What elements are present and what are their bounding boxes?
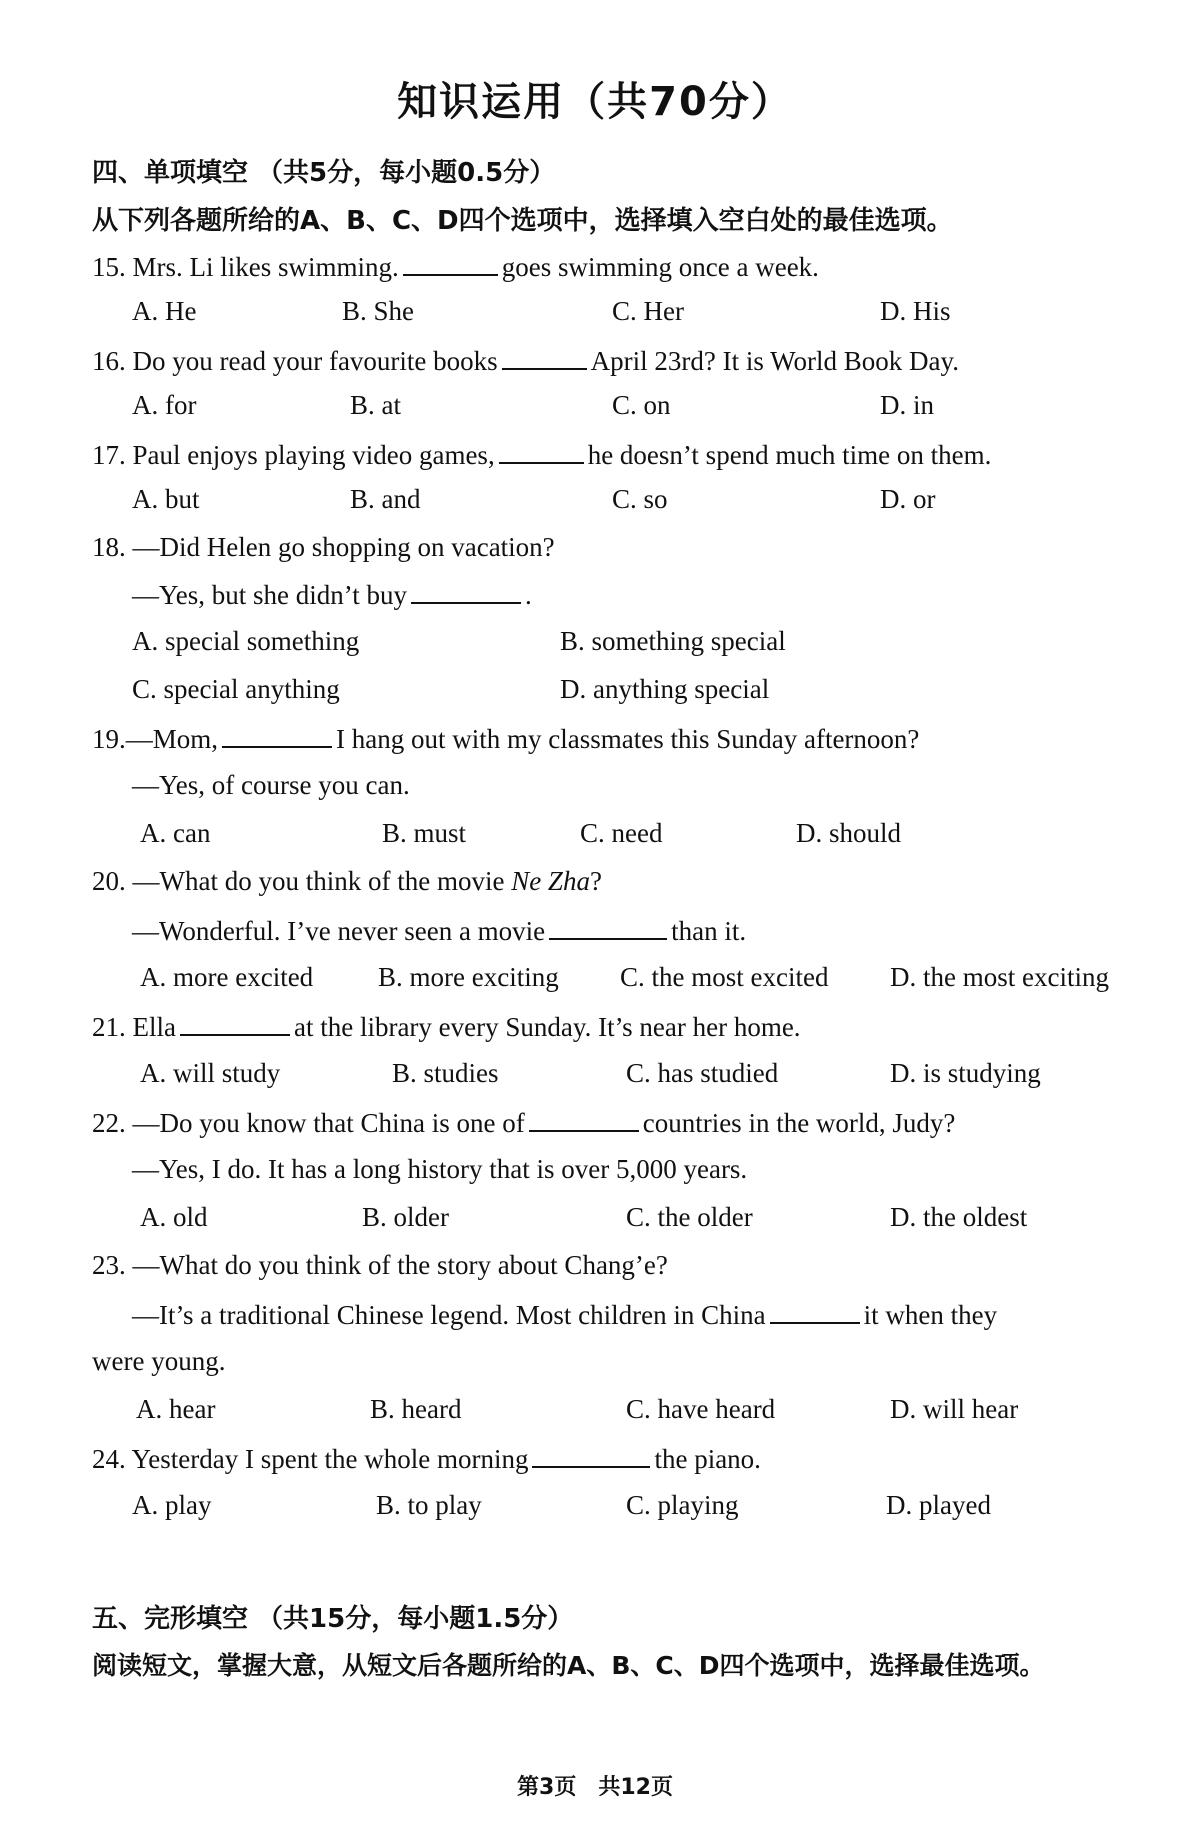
question-19-stem-end: I hang out with my classmates this Sunday afternoon? [336,724,920,754]
option-d: D. played [886,1490,991,1520]
question-20-stem2-end: than it. [671,916,747,946]
option-c: C. need [580,818,663,848]
option-c: C. the older [626,1202,753,1232]
question-15-stem: 15. Mrs. Li likes swimming. [92,252,399,282]
question-18-line1: 18. —Did Helen go shopping on vacation? [92,532,555,562]
question-22-stem: 22. —Do you know that China is one of [92,1108,525,1138]
question-19 [92,722,919,755]
option-a: A. more excited [140,962,314,992]
option-b: B. to play [376,1490,482,1520]
question-21-stem: 21. Ella [92,1012,176,1042]
question-16 [92,344,959,377]
option-a: A. will study [140,1058,281,1088]
option-d: D. anything special [560,674,770,704]
question-17-stem-end: he doesn’t spend much time on them. [587,440,992,470]
question-18-stem-end: . [525,580,532,610]
answer-blank [529,1106,639,1132]
option-a: A. can [140,818,211,848]
option-d: D. the oldest [890,1202,1028,1232]
option-a: A. play [132,1490,212,1520]
option-a: A. but [132,484,200,514]
option-d: D. in [880,390,934,420]
option-b: B. She [342,296,415,326]
question-23 [132,1298,997,1331]
option-a: A. He [132,296,197,326]
section5-instruction: 阅读短文，掌握大意，从短文后各题所给的A、B、C、D四个选项中，选择最佳选项。 [92,1651,1045,1680]
option-c: C. have heard [626,1394,776,1424]
question-17 [92,438,991,471]
question-20-stem: 20. —What do you think of the movie [92,866,505,896]
option-a: A. hear [136,1394,216,1424]
question-20-stem2: —Wonderful. I’ve never seen a movie [132,916,546,946]
option-b: B. and [350,484,421,514]
option-b: B. more exciting [378,962,559,992]
section4-instruction: 从下列各题所给的A、B、C、D四个选项中，选择填入空白处的最佳选项。 [92,206,953,236]
answer-blank [502,344,587,370]
answer-blank [499,438,584,464]
question-23-line3: were young. [92,1346,226,1376]
question-15 [92,250,819,283]
question-16-stem: 16. Do you read your favourite books [92,346,498,376]
page-footer: 第3页 共12页 [517,1775,673,1800]
question-16-stem-end: April 23rd? It is World Book Day. [590,346,959,376]
option-d: D. is studying [890,1058,1041,1088]
question-20-line2 [132,914,746,947]
option-d: D. or [880,484,936,514]
section4-heading: 四、单项填空 （共5分，每小题0.5分） [92,158,556,188]
option-c: C. the most excited [620,962,829,992]
option-c: C. special anything [132,674,340,704]
option-d: D. His [880,296,951,326]
option-d: D. will hear [890,1394,1019,1424]
option-d: D. the most exciting [890,962,1109,992]
answer-blank [403,250,498,276]
movie-title: Ne Zha [511,866,590,896]
answer-blank [411,578,521,604]
question-20 [92,866,602,897]
option-b: B. something special [560,626,786,656]
option-d: D. should [796,818,902,848]
option-b: B. studies [392,1058,499,1088]
answer-blank [532,1442,650,1468]
question-21 [92,1010,801,1043]
question-23-stem-end: it when they [863,1300,998,1330]
question-19-stem: 19.—Mom, [92,724,219,754]
question-20-mark: ? [589,866,602,896]
option-c: C. playing [626,1490,739,1520]
answer-blank [549,914,667,940]
question-21-stem-end: at the library every Sunday. It’s near her home. [293,1012,801,1042]
option-b: B. must [382,818,467,848]
option-c: C. on [612,390,671,420]
question-22-stem-end: countries in the world, Judy? [642,1108,956,1138]
question-22 [92,1106,955,1139]
option-a: A. special something [132,626,360,656]
answer-blank [770,1298,860,1324]
option-c: C. Her [612,296,684,326]
option-a: A. for [132,390,197,420]
question-18-stem: —Yes, but she didn’t buy [132,580,408,610]
question-24-stem-end: the piano. [654,1444,761,1474]
option-b: B. older [362,1202,449,1232]
question-17-stem: 17. Paul enjoys playing video games, [92,440,495,470]
question-15-stem-end: goes swimming once a week. [501,252,819,282]
question-22-line2: —Yes, I do. It has a long history that is over 5,000 years. [132,1154,748,1184]
page-title: 知识运用（共70分） [397,79,793,125]
option-b: B. at [350,390,401,420]
question-24-stem: 24. Yesterday I spent the whole morning [92,1444,529,1474]
answer-blank [222,722,332,748]
option-a: A. old [140,1202,208,1232]
option-c: C. so [612,484,668,514]
section5-heading: 五、完形填空 （共15分，每小题1.5分） [92,1604,574,1634]
option-c: C. has studied [626,1058,779,1088]
question-24 [92,1442,761,1475]
question-23-stem: —It’s a traditional Chinese legend. Most children in China [132,1300,766,1330]
answer-blank [180,1010,290,1036]
question-19-line2: —Yes, of course you can. [132,770,410,800]
question-18 [132,578,532,611]
option-b: B. heard [370,1394,462,1424]
question-23-line1: 23. —What do you think of the story about Chang’e? [92,1250,668,1280]
